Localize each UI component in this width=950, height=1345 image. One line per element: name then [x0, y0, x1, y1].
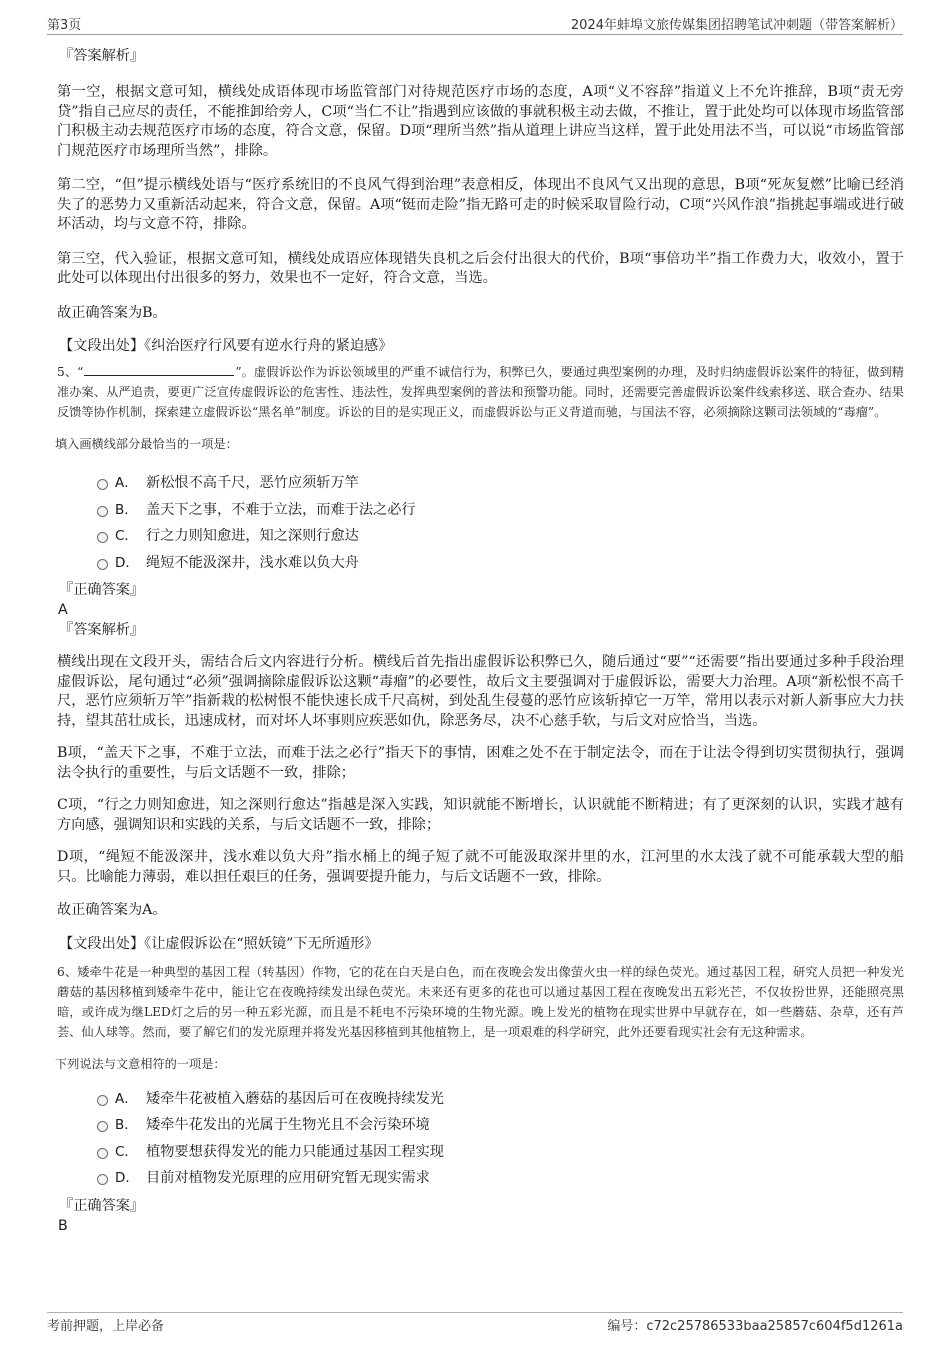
radio-icon[interactable]: [97, 1095, 108, 1106]
radio-icon[interactable]: [97, 1174, 108, 1185]
text-source: 【文段出处】《让虚假诉讼在“照妖镜”下无所遁形》: [59, 935, 379, 952]
radio-icon[interactable]: [97, 532, 108, 543]
analysis-paragraph-3: 第三空，代入验证，根据文意可知，横线处成语应体现错失良机之后会付出很大的代价，B项“事倍功半”指工作费力大，收效小，置于此处可以体现出付出很多的努力，效果也不一定好，符合文意，当选。: [57, 250, 904, 286]
correct-answer: A: [58, 602, 68, 618]
question-6-option-c[interactable]: C． 植物要想获得发光的能力只能通过基因工程实现: [57, 1139, 904, 1166]
question-5-number: 5、“: [57, 365, 84, 379]
page-content: [57, 42, 904, 1236]
page-footer: [47, 1312, 903, 1337]
question-6-options: [57, 1086, 904, 1192]
question-5-option-a[interactable]: A． 新松恨不高千尺，恶竹应须斩万竿: [57, 470, 904, 497]
question-5-option-c[interactable]: C． 行之力则知愈进，知之深则行愈达: [57, 523, 904, 550]
analysis-paragraph-b: B项，“盖天下之事，不难于立法，而难于法之必行”指天下的事情，困难之处不在于制定法令，而在于让法令得到切实贯彻执行，强调法令执行的重要性，与后文话题不一致，排除；: [57, 745, 904, 781]
question-6-stem: 6、矮牵牛花是一种典型的基因工程（转基因）作物，它的花在白天是白色，而在夜晚会发出像萤火虫一样的绿色荧光。通过基因工程，研究人员把一种发光蘑菇的基因移植到矮牵牛花中，能让它在夜晚持续发出绿色荧光。未来还有更多的花也可以通过基因工程在夜晚发出五彩光芒，不仅妆扮世界，还能照亮黑暗，或许成为继LED灯之后的另一种五彩光源，而且是不耗电不污染环境的生物光源。晚上发光的植物在现实世界中早就存在，如一些蘑菇、杂草，还有芦荟、仙人球等。然而，要了解它们的发光原理并将发光基因移植到其他植物上，是一项艰难的科学研究，此外还要看现实社会有无这种需求。: [57, 964, 904, 1039]
correct-answer-heading: 『正确答案』: [59, 582, 145, 598]
answer-conclusion: 故正确答案为A。: [57, 902, 167, 918]
page-header: [47, 12, 903, 35]
analysis-paragraph-a: 横线出现在文段开头，需结合后文内容进行分析。横线后首先指出虚假诉讼积弊已久，随后通过“要”“还需要”指出要通过多种手段治理虚假诉讼，尾句通过“必须”强调摘除虚假诉讼这颗“毒瘤”的必要性，故后文主要强调对于虚假诉讼，需要大力治理。A项“新松恨不高千尺，恶竹应须斩万竿”指新栽的松树恨不能快速长成千尺高树，到处乱生侵蔓的恶竹应该斩掉它一万竿，常用以表示对新人新事应大力扶持，望其茁壮成长，迅速成材，而对坏人坏事则应疾恶如仇，除恶务尽，决不心慈手软，与后文对应恰当，当选。: [57, 654, 904, 729]
question-6-option-a[interactable]: A． 矮牵牛花被植入蘑菇的基因后可在夜晚持续发光: [57, 1086, 904, 1113]
answer-conclusion: 故正确答案为B。: [57, 304, 167, 321]
question-5-prompt: 填入画横线部分最恰当的一项是：: [55, 437, 238, 451]
question-5-option-b[interactable]: B． 盖天下之事，不难于立法，而难于法之必行: [57, 497, 904, 524]
question-5-stem: [57, 362, 904, 422]
radio-icon[interactable]: [97, 1121, 108, 1132]
question-5-options: [57, 470, 904, 576]
question-6-option-d[interactable]: D． 目前对植物发光原理的应用研究暂无现实需求: [57, 1165, 904, 1192]
page-number: 第3页: [47, 18, 82, 33]
document-id: 编号：c72c25786533baa25857c604f5d1261a: [607, 1319, 903, 1334]
document-title: 2024年蚌埠文旅传媒集团招聘笔试冲刺题（带答案解析）: [570, 18, 903, 33]
fill-blank-line: [84, 363, 234, 376]
correct-answer-heading: 『正确答案』: [59, 1197, 145, 1214]
correct-answer: B: [58, 1217, 68, 1234]
radio-icon[interactable]: [97, 1148, 108, 1159]
analysis-paragraph-c: C项，“行之力则知愈进，知之深则行愈达”指越是深入实践，知识就能不断增长，认识就能不断精进；有了更深刻的认识，实践才越有方向感，强调知识和实践的关系，与后文话题不一致，排除；: [57, 797, 904, 833]
analysis-heading: 『答案解析』: [59, 48, 145, 64]
radio-icon[interactable]: [97, 506, 108, 517]
radio-icon[interactable]: [97, 479, 108, 490]
analysis-paragraph-2: 第二空，“但”提示横线处语与“医疗系统旧的不良风气得到治理”表意相反，体现出不良风气又出现的意思，B项“死灰复燃”比喻已经消失了的恶势力又重新活动起来，符合文意，保留。A项“铤而走险”指无路可走的时候采取冒险行动，C项“兴风作浪”指挑起事端或进行破坏活动，均与文意不符，排除。: [57, 177, 904, 232]
question-5-text: ”。虚假诉讼作为诉讼领域里的严重不诚信行为，积弊已久，要通过典型案例的办理，及时归纳虚假诉讼案件的特征，做到精准办案、从严追责，要更广泛宣传虚假诉讼的危害性、违法性，发挥典型案例的普法和预警功能。同时，还需要完善虚假诉讼案件线索移送、联合查办、结果反馈等协作机制，探索建立虚假诉讼“黑名单”制度。诉讼的目的是实现正义，而虚假诉讼与正义背道而驰，与国法不容，必须摘除这颗司法领域的“毒瘤”。: [57, 365, 904, 419]
footer-slogan: 考前押题，上岸必备: [47, 1319, 165, 1334]
question-5-option-d[interactable]: D． 绳短不能汲深井，浅水难以负大舟: [57, 550, 904, 577]
analysis-paragraph-1: 第一空，根据文意可知，横线处成语体现市场监管部门对待规范医疗市场的态度，A项“义不容辞”指道义上不允许推辞，B项“责无旁贷”指自己应尽的责任，不能推卸给旁人，C项“当仁不让”指遇到应该做的事就积极主动去做，不推让，置于此处均可以体现市场监管部门积极主动去规范医疗市场的态度，符合文意，保留。D项“理所当然”指从道理上讲应当这样，置于此处用法不当，可以说“市场监管部门规范医疗市场理所当然”，排除。: [57, 84, 904, 159]
text-source: 【文段出处】《纠治医疗行风要有逆水行舟的紧迫感》: [59, 338, 393, 354]
radio-icon[interactable]: [97, 559, 108, 570]
question-6-prompt: 下列说法与文意相符的一项是：: [55, 1056, 226, 1071]
analysis-heading: 『答案解析』: [59, 622, 145, 638]
question-6-option-b[interactable]: B． 矮牵牛花发出的光属于生物光且不会污染环境: [57, 1112, 904, 1139]
analysis-paragraph-d: D项，“绳短不能汲深井，浅水难以负大舟”指水桶上的绳子短了就不可能汲取深井里的水，江河里的水太浅了就不可能承载大型的船只。比喻能力薄弱，难以担任艰巨的任务，强调要提升能力，与后文话题不一致，排除。: [57, 849, 904, 885]
